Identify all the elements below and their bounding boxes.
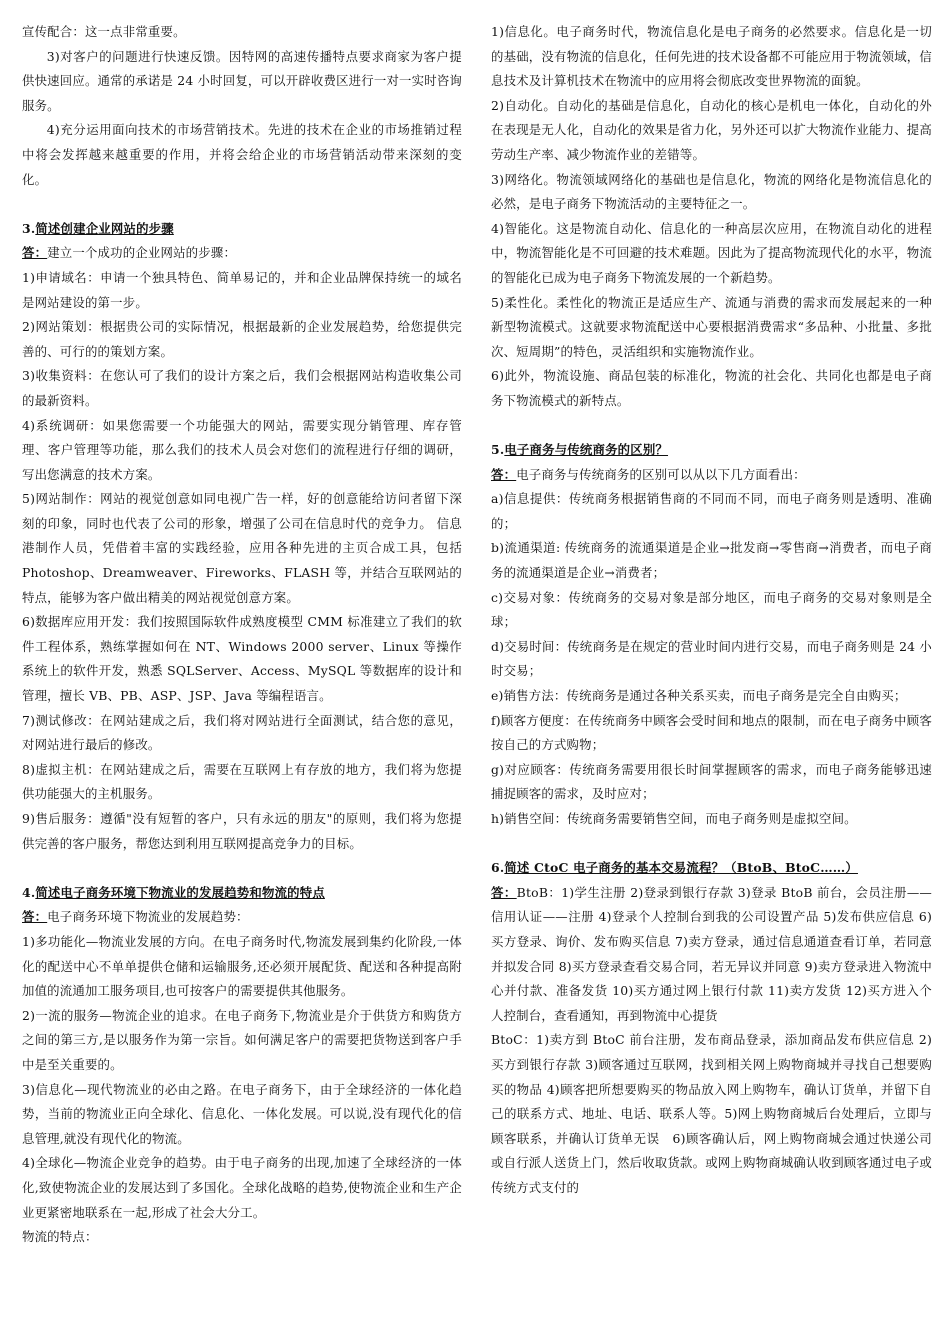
body-paragraph: 2)网站策划：根据贵公司的实际情况，根据最新的企业发展趋势，给您提供完善的、可行的的策划方案。 [22,319,462,359]
body-paragraph: 1)多功能化—物流业发展的方向。在电子商务时代,物流发展到集约化阶段,一体化的配送中心不单单提供仓储和运输服务,还必须开展配货、配送和各种提高附加值的流通加工服务项目,也可按客户的需要提供其他服务。 [22,933,462,999]
body-paragraph: d)交易时间：传统商务是在规定的营业时间内进行交易，而电子商务则是 24 小时交易； [491,638,932,679]
question-title: 简述创建企业网站的步骤 [35,220,174,236]
body-paragraph: 5)网站制作：网站的视觉创意如同电视广告一样，好的创意能给访问者留下深刻的印象，同时也代表了公司的形象，增强了公司在信息时代的竞争力。 信息港制作人员，凭借着丰富的实践经验，应用各种先进的主页合成工具，包括 Photoshop、Dreamweaver、Fireworks、FLASH 等，并结合互联网站的特点，能够为客户做出精美的网站视觉创意方案。 [22,491,462,605]
question-number: 5. [491,442,505,458]
body-paragraph: 7)测试修改：在网站建成之后，我们将对网站进行全面测试，结合您的意见，对网站进行最后的修改。 [22,712,462,753]
answer-label: 答： [22,245,48,261]
right-column [491,20,932,1201]
question-heading [491,856,932,881]
body-paragraph: c)交易对象：传统商务的交易对象是部分地区，而电子商务的交易对象则是全球； [491,589,932,630]
section-gap [22,192,462,217]
left-column [22,20,462,1250]
body-paragraph: 5)柔性化。柔性化的物流正是适应生产、流通与消费的需求而发展起来的一种新型物流模式。这就要求物流配送中心要根据消费需求“多品种、小批量、多批次、短周期”的特色，灵活组织和实施物流作业。 [491,294,932,359]
answer-paragraph [491,463,932,488]
section-gap [491,414,932,439]
body-paragraph: 1)信息化。电子商务时代，物流信息化是电子商务的必然要求。信息化是一切的基础，没有物流的信息化，任何先进的技术设备都不可能应用于物流领域，信息技术及计算机技术在物流中的应用将会彻底改变世界物流的面貌。 [491,24,932,89]
body-paragraph: 3)信息化—现代物流业的必由之路。在电子商务下，由于全球经济的一体化趋势，当前的物流业正向全球化、信息化、一体化发展。可以说,没有现代化的信息管理,就没有现代化的物流。 [22,1081,462,1146]
body-paragraph: 3)对客户的问题进行快速反馈。因特网的高速传播特点要求商家为客户提供快速回应。通常的承诺是 24 小时回复，可以开辟收费区进行一对一实时咨询服务。 [22,48,462,113]
question-number: 4. [22,884,36,900]
question-title: 简述 CtoC 电子商务的基本交易流程？（BtoB、BtoC……） [504,860,858,876]
question-number: 3. [22,220,36,236]
body-paragraph: 物流的特点： [22,1229,98,1245]
body-paragraph: 6)此外，物流设施、商品包装的标准化，物流的社会化、共同化也都是电子商务下物流模式的新特点。 [491,368,932,408]
question-number: 6. [491,860,505,876]
question-heading [22,217,462,242]
body-paragraph: 4)充分运用面向技术的市场营销技术。先进的技术在企业的市场推销过程中将会发挥越来越重要的作用，并将会给企业的市场营销活动带来深刻的变化。 [22,122,462,187]
section-gap [22,856,462,881]
body-paragraph: 2)一流的服务—物流企业的追求。在电子商务下,物流业是介于供货方和购货方之间的第三方,是以服务作为第一宗旨。如何满足客户的需要把货物送到客户手中是至关重要的。 [22,1007,462,1072]
body-paragraph: 2)自动化。自动化的基础是信息化，自动化的核心是机电一体化，自动化的外在表现是无人化，自动化的效果是省力化，另外还可以扩大物流作业能力、提高劳动生产率、减少物流作业的差错等。 [491,97,932,162]
body-paragraph: BtoC：1)卖方到 BtoC 前台注册，发布商品登录，添加商品发布供应信息 2)买方到银行存款 3)顾客通过互联网，找到相关网上购物商城并寻找自己想要购买的物品 4)顾客把所想要购买的物品放入网上购物车，确认订货单，并留下自己的联系方式、地址、电话、联系人等。5)网上购物商城后台处理后，立即与顾客联系，并确认订货单无误 6)顾客确认后，网上购物商城会通过快递公司或自行派人送货上门，然后收取货款。或网上购物商城确认收到顾客通过电子或传统方式支付的 [491,1032,932,1195]
body-paragraph: 4)全球化—物流企业竞争的趋势。由于电子商务的出现,加速了全球经济的一体化,致使物流企业的发展达到了多国化。全球化战略的趋势,使物流企业和生产企业更紧密地联系在一起,形成了社会大分工。 [22,1155,462,1220]
answer-text: BtoB：1)学生注册 2)登录到银行存款 3)登录 BtoB 前台，会员注册——信用认证——注册 4)登录个人控制台到我的公司设置产品 5)发布供应信息 6)买方登录、询价、发布购买信息 7)卖方登录，通过信息通道查看订单，若同意并拟发合同 8)买方登录查看交易合同，若无异议并同意 9)卖方登录进入物流中心并付款、准备发货 10)买方通过网上银行付款 11)卖方发货 12)买方进入个人控制台，查看通知，再到物流中心提货 [491,884,933,1023]
body-paragraph: e)销售方法：传统商务是通过各种关系买卖，而电子商务是完全自由购买； [491,688,907,704]
body-paragraph: 8)虚拟主机：在网站建成之后，需要在互联网上有存放的地方，我们将为您提供功能强大的主机服务。 [22,761,462,802]
body-paragraph: 9)售后服务：遵循"没有短暂的客户，只有永远的朋友"的原则，我们将为您提供完善的客户服务，帮您达到利用互联网提高竞争力的目标。 [22,811,462,851]
question-title: 电子商务与传统商务的区别？ [504,442,669,458]
body-paragraph: 3)收集资料：在您认可了我们的设计方案之后，我们会根据网站构造收集公司的最新资料。 [22,368,462,408]
body-paragraph: 4)系统调研：如果您需要一个功能强大的网站，需要实现分销管理、库存管理、客户管理等功能，那么我们的技术人员会对您们的流程进行仔细的调研，写出您满意的技术方案。 [22,417,462,482]
answer-text: 电子商务环境下物流业的发展趋势： [47,909,249,925]
answer-text: 建立一个成功的企业网站的步骤： [47,245,237,261]
body-paragraph: a)信息提供：传统商务根据销售商的不同而不同，而电子商务则是透明、准确的； [491,491,932,531]
question-title: 简述电子商务环境下物流业的发展趋势和物流的特点 [35,884,325,900]
body-paragraph: 6)数据库应用开发：我们按照国际软件成熟度模型 CMM 标准建立了我们的软件工程体系，熟练掌握如何在 NT、Windows 2000 server、Linux 等操作系统上的软件开发，熟悉 SQLServer、Access、MySQL 等数据库的设计和管理，擅长 VB、PB、ASP、JSP、Java 等编程语言。 [22,614,462,704]
section-gap [491,832,932,857]
body-paragraph: 1)申请域名：申请一个独具特色、简单易记的，并和企业品牌保持统一的域名是网站建设的第一步。 [22,269,462,310]
answer-paragraph [491,881,932,1029]
question-heading [491,438,932,463]
body-paragraph: 3)网络化。物流领域网络化的基础也是信息化，物流的网络化是物流信息化的必然，是电子商务下物流活动的主要特征之一。 [491,171,932,212]
answer-paragraph [22,905,462,930]
body-paragraph: 4)智能化。这是物流自动化、信息化的一种高层次应用，在物流自动化的进程中，物流智能化是不可回避的技术难题。因此为了提高物流现代化的水平，物流的智能化已成为电子商务下物流发展的一个新趋势。 [491,220,932,285]
body-paragraph: f)顾客方便度：在传统商务中顾客会受时间和地点的限制，而在电子商务中顾客按自己的方式购物； [491,712,932,753]
answer-label: 答： [22,909,48,925]
answer-text: 电子商务与传统商务的区别可以从以下几方面看出： [516,466,806,482]
body-paragraph: g)对应顾客：传统商务需要用很长时间掌握顾客的需求，而电子商务能够迅速捕捉顾客的需求，及时应对； [491,761,932,802]
answer-paragraph [22,241,462,266]
answer-label: 答： [491,466,517,482]
body-paragraph: b)流通渠道: 传统商务的流通渠道是企业→批发商→零售商→消费者，而电子商务的流通渠道是企业→消费者； [491,540,932,581]
body-paragraph: 宣传配合：这一点非常重要。 [22,24,186,39]
answer-label: 答： [491,884,517,900]
question-heading [22,881,462,906]
body-paragraph: h)销售空间：传统商务需要销售空间，而电子商务则是虚拟空间。 [491,811,857,826]
